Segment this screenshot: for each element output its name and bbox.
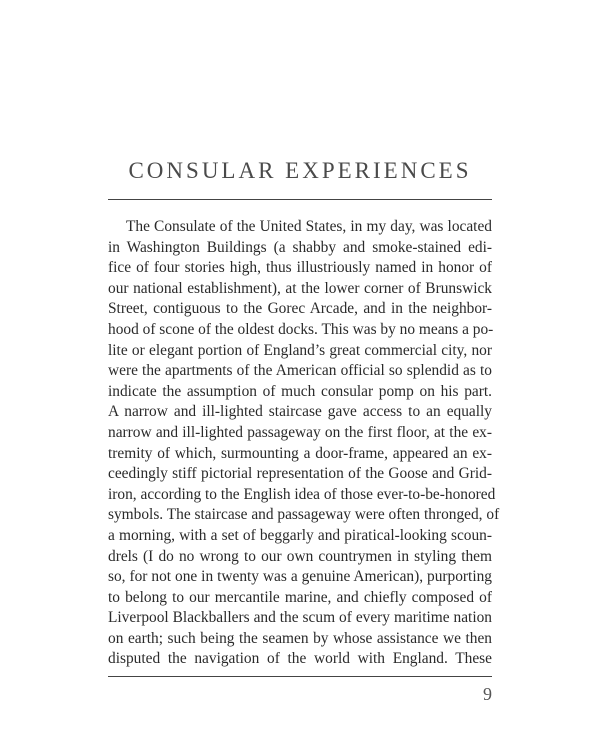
text-line: in Washington Buildings (a shabby and smoke-stained edi- (108, 238, 492, 256)
text-line: A narrow and ill-lighted staircase gave access to an equally (108, 403, 492, 421)
page-number: 9 (483, 684, 492, 704)
chapter-title: CONSULAR EXPERIENCES (128, 158, 472, 183)
text-line: hood of scone of the oldest docks. This was by no means a po- (108, 320, 494, 338)
text-line: Liverpool Blackballers and the scum of every maritime nation (108, 609, 492, 627)
text-line: iron, according to the English idea of those ever-to-be-honored (108, 485, 496, 503)
text-line: drels (I do no wrong to our own countrymen in styling them (108, 547, 492, 565)
text-line: were the apartments of the American official so splendid as to (108, 362, 492, 380)
text-line: disputed the navigation of the world with England. These (108, 650, 492, 668)
text-line: our national establishment), at the lower corner of Brunswick (108, 279, 492, 297)
title-rule (108, 199, 492, 200)
text-line: fice of four stories high, thus illustriously named in honor of (108, 259, 492, 277)
text-line: ceedingly stiff pictorial representation of the Goose and Grid- (108, 465, 492, 483)
text-line: lite or elegant portion of England’s great commercial city, nor (108, 341, 492, 359)
text-line: to belong to our mercantile marine, and chiefly composed of (108, 588, 492, 606)
text-line: The Consulate of the United States, in my day, was located (126, 218, 492, 235)
text-line: symbols. The staircase and passageway were often thronged, of (108, 506, 500, 524)
text-line: on earth; such being the seamen by whose assistance we then (108, 629, 492, 647)
text-line: Street, contiguous to the Gorec Arcade, and in the neighbor- (108, 300, 492, 318)
body-text (108, 217, 500, 670)
text-line: tremity of which, surmounting a door-frame, appeared an ex- (108, 444, 492, 462)
footer-rule (108, 676, 492, 677)
text-line: indicate the assumption of much consular pomp on his part. (108, 382, 492, 400)
text-line: a morning, with a set of beggarly and piratical-looking scoun- (108, 526, 492, 544)
text-line: narrow and ill-lighted passageway on the first floor, at the ex- (108, 423, 492, 441)
text-line: so, for not one in twenty was a genuine American), purporting (108, 568, 492, 586)
